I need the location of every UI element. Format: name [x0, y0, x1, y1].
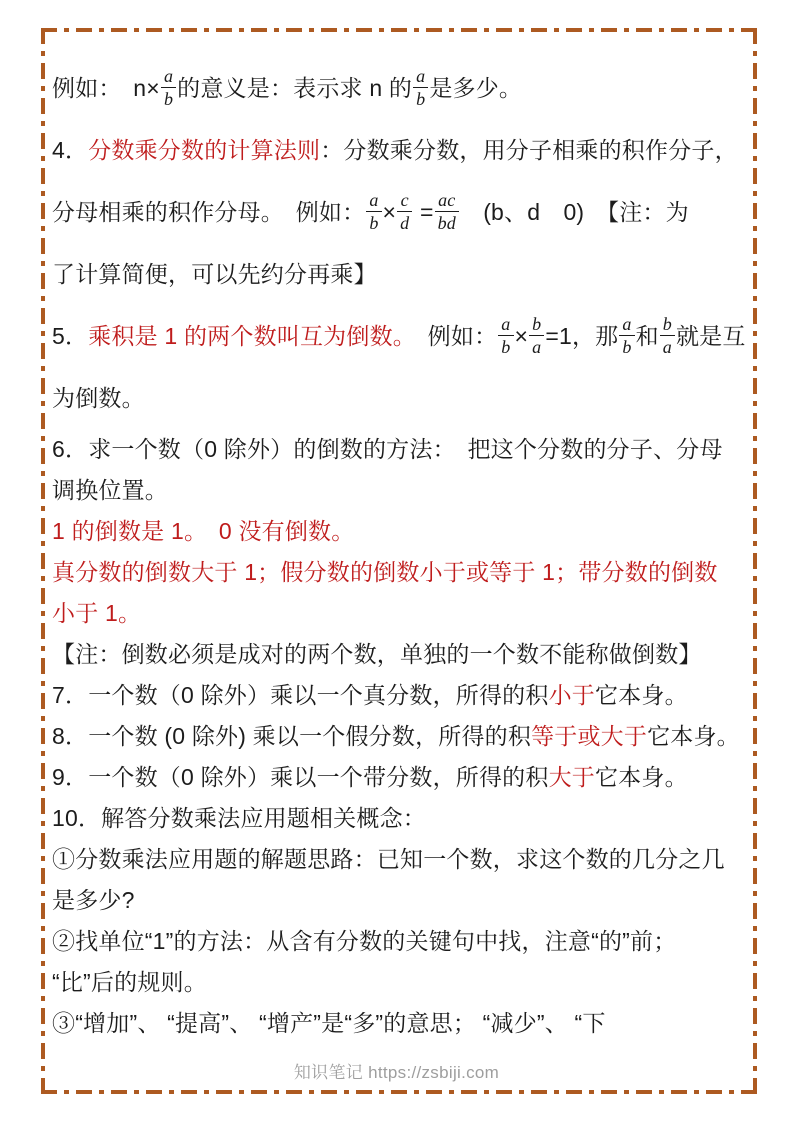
footer-watermark: 知识笔记 https://zsbiji.com	[293, 1063, 500, 1082]
body-text: ③“增加”、 “提高”、 “增产”是“多”的意思； “减少”、 “下	[52, 1010, 606, 1036]
fraction-numerator: a	[366, 191, 381, 212]
highlight-text: 小于	[548, 682, 595, 708]
line-rule4-note-end	[52, 243, 750, 305]
fraction-denominator: b	[501, 337, 511, 358]
highlight-text: 1 的倒数是 1。 0 没有倒数。	[52, 518, 355, 544]
line-reciprocal-of-1-and-0	[52, 511, 750, 552]
body-text: =1，那	[545, 323, 619, 349]
body-text: ：分数乘分数，用分子相乘的积作分子，	[320, 137, 738, 163]
line-example-n-times-fraction	[52, 57, 750, 119]
fraction-numerator: b	[529, 315, 544, 336]
body-text: 是多少。	[429, 75, 523, 101]
line-rule7-proper-fraction	[52, 675, 750, 716]
fraction-denominator: a	[662, 337, 672, 358]
fraction-denominator: d	[400, 213, 410, 234]
body-text: 它本身。	[594, 682, 688, 708]
body-text: ①分数乘法应用题的解题思路：已知一个数，求这个数的几分之几	[52, 846, 725, 872]
body-text: (b、d 0) 【注：为	[460, 199, 689, 225]
fraction-denominator: bd	[437, 213, 456, 234]
highlight-text: 乘积是 1 的两个数叫互为倒数。	[88, 323, 405, 349]
fraction-numerator: a	[619, 315, 634, 336]
line-rule4-title	[52, 119, 750, 181]
fraction-numerator: a	[498, 315, 513, 336]
line-concept1	[52, 839, 750, 880]
fraction-numerator: b	[660, 315, 675, 336]
fraction	[498, 315, 513, 356]
fraction-denominator: b	[416, 89, 426, 110]
body-text: 7．一个数（0 除外）乘以一个真分数，所得的积	[52, 682, 549, 708]
line-reciprocal-note	[52, 634, 750, 675]
line-concept2-end	[52, 962, 750, 1003]
body-text: 9．一个数（0 除外）乘以一个带分数，所得的积	[52, 764, 549, 790]
body-text: 6．求一个数（0 除外）的倒数的方法： 把这个分数的分子、分母	[52, 436, 723, 462]
line-concept3	[52, 1003, 750, 1044]
fraction-denominator: b	[369, 213, 379, 234]
fraction	[435, 191, 459, 232]
border-bottom	[41, 1090, 757, 1094]
body-text: 10．解答分数乘法应用题相关概念：	[52, 805, 426, 831]
fraction	[161, 67, 176, 108]
body-text: 8．一个数 (0 除外) 乘以一个假分数，所得的积	[52, 723, 532, 749]
line-rule6-method	[52, 429, 750, 470]
line-concept2	[52, 921, 750, 962]
body-text: 4．	[52, 137, 89, 163]
body-text: 为倒数。	[52, 385, 145, 411]
body-text: 和	[635, 323, 659, 349]
fraction-numerator: a	[413, 67, 428, 88]
document-lines	[52, 57, 750, 1044]
line-rule8-improper-fraction	[52, 716, 750, 757]
border-left	[41, 28, 45, 1094]
fraction-denominator: a	[532, 337, 542, 358]
fraction	[529, 315, 544, 356]
body-text: 分母相乘的积作分母。 例如：	[52, 199, 366, 225]
fraction	[366, 191, 381, 232]
body-text: 就是互	[675, 323, 746, 349]
body-text: 是多少?	[52, 887, 135, 913]
highlight-text: 小于 1。	[52, 600, 142, 626]
highlight-text: 分数乘分数的计算法则	[88, 137, 321, 163]
line-rule10-title	[52, 798, 750, 839]
border-right	[753, 28, 757, 1094]
highlight-text: 真分数的倒数大于 1；假分数的倒数小于或等于 1；带分数的倒数	[52, 559, 718, 585]
line-concept1-end	[52, 880, 750, 921]
border-top	[41, 28, 757, 32]
fraction	[660, 315, 675, 356]
body-text: 例如：	[404, 323, 498, 349]
fraction-numerator: ac	[435, 191, 459, 212]
body-text: ×	[382, 199, 397, 225]
fraction	[397, 191, 412, 232]
body-text: 调换位置。	[52, 477, 168, 503]
line-reciprocal-comparisons-end	[52, 593, 750, 634]
body-text: =	[413, 199, 434, 225]
line-rule9-mixed-number	[52, 757, 750, 798]
fraction-numerator: c	[397, 191, 412, 212]
line-rule6-end	[52, 470, 750, 511]
body-text: 它本身。	[594, 764, 688, 790]
highlight-text: 大于	[548, 764, 595, 790]
body-text: 了计算简便，可以先约分再乘】	[52, 261, 377, 287]
body-text: 的意义是：表示求 n 的	[177, 75, 413, 101]
line-rule5-end	[52, 367, 750, 429]
body-text: 5．	[52, 323, 89, 349]
fraction-denominator: b	[622, 337, 632, 358]
body-text: ②找单位“1”的方法：从含有分数的关键句中找，注意“的”前；	[52, 928, 677, 954]
body-text: 【注：倒数必须是成对的两个数，单独的一个数不能称做倒数】	[52, 641, 702, 667]
fraction	[619, 315, 634, 356]
highlight-text: 等于或大于	[531, 723, 648, 749]
line-rule5-reciprocal	[52, 305, 750, 367]
line-rule4-formula	[52, 181, 750, 243]
line-reciprocal-comparisons	[52, 552, 750, 593]
body-text: 它本身。	[647, 723, 740, 749]
body-text: ×	[514, 323, 529, 349]
body-text: 例如： n×	[52, 75, 160, 101]
body-text: “比”后的规则。	[52, 969, 207, 995]
fraction-denominator: b	[163, 89, 174, 110]
fraction	[413, 67, 428, 108]
fraction-numerator: a	[161, 67, 176, 88]
